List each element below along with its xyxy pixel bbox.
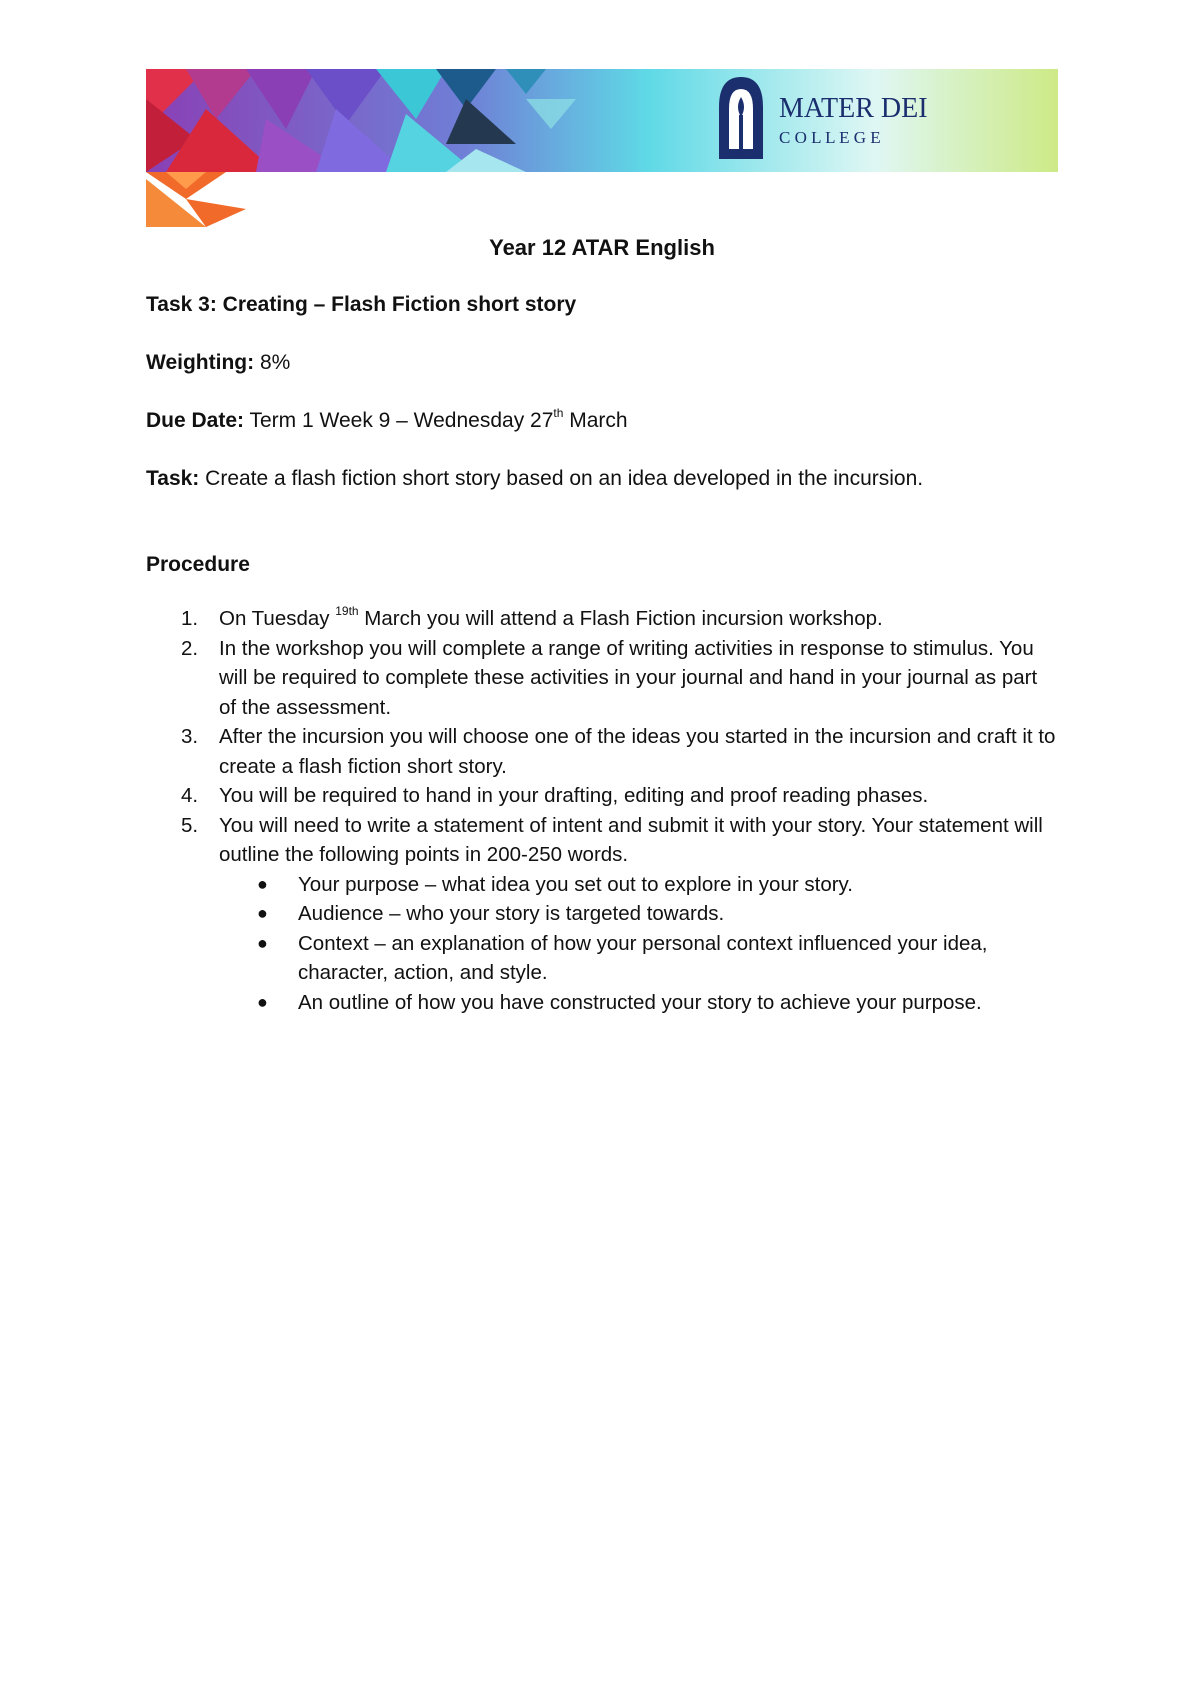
task-line <box>146 464 1058 494</box>
bullet-text: Your purpose – what idea you set out to explore in your story. <box>298 872 853 896</box>
procedure-step <box>146 604 1058 634</box>
step-number: 2. <box>181 636 199 660</box>
bullet-icon: ● <box>257 932 268 953</box>
weighting-value: 8% <box>259 351 291 374</box>
bullet-item <box>146 929 1058 988</box>
step-number: 4. <box>181 784 199 807</box>
logo-name: MATER DEI <box>779 93 928 124</box>
step-text: You will be required to hand in your drafting, editing and proof reading phases. <box>219 784 929 807</box>
task-description: Create a flash fiction short story based on an idea developed in the incursion. <box>205 467 924 490</box>
step-number: 3. <box>181 725 199 748</box>
bullet-item <box>146 870 1058 900</box>
due-date-value: Term 1 Week 9 – Wednesday 27 <box>249 409 554 432</box>
step-number: 1. <box>181 607 199 630</box>
procedure-list <box>146 604 1058 1017</box>
procedure-step <box>146 811 1058 1018</box>
header-banner <box>146 69 1058 227</box>
procedure-heading: Procedure <box>146 553 250 576</box>
step-text: After the incursion you will choose one of the ideas you started in the incursion and craft it to create a flash fiction short story. <box>219 725 1056 778</box>
step-superscript: 19th <box>335 604 359 619</box>
bullet-icon: ● <box>257 991 268 1012</box>
step-number: 5. <box>181 813 199 837</box>
step-text: You will need to write a statement of intent and submit it with your story. Your statement will outline the following points in 200-250 words. <box>219 813 1043 866</box>
procedure-step <box>146 722 1058 781</box>
bullet-icon: ● <box>257 873 268 894</box>
weighting-label: Weighting: <box>146 351 255 374</box>
bullet-text: Audience – who your story is targeted towards. <box>298 902 725 925</box>
procedure-step <box>146 634 1058 723</box>
step-text: On Tuesday <box>219 607 336 630</box>
due-date-suffix: th <box>553 406 564 420</box>
step-text: March you will attend a Flash Fiction incursion workshop. <box>358 607 883 630</box>
page-title: Year 12 ATAR English <box>489 235 715 260</box>
due-date-line <box>146 406 1058 436</box>
bullet-text: An outline of how you have constructed your story to achieve your purpose. <box>298 990 982 1014</box>
due-date-label: Due Date: <box>146 409 245 432</box>
bullet-item <box>146 899 1058 929</box>
task-label: Task: <box>146 467 200 490</box>
bullet-icon: ● <box>257 903 268 923</box>
statement-points-list <box>219 870 1058 1018</box>
weighting-line <box>146 348 1058 378</box>
task-heading <box>146 290 1058 320</box>
step-text: In the workshop you will complete a range of writing activities in response to stimulus. You will be required to complete these activities in your journal and hand in your journal as part of the assessment. <box>219 636 1038 719</box>
task-heading-text: Task 3: Creating – Flash Fiction short story <box>146 293 577 316</box>
document-body <box>146 228 1058 1017</box>
logo-subname: C O L L E G E <box>779 128 881 147</box>
due-date-month: March <box>569 409 628 432</box>
bullet-item <box>146 988 1058 1018</box>
procedure-step <box>146 781 1058 811</box>
bullet-text: Context – an explanation of how your personal context influenced your idea, character, action, and style. <box>298 931 988 984</box>
